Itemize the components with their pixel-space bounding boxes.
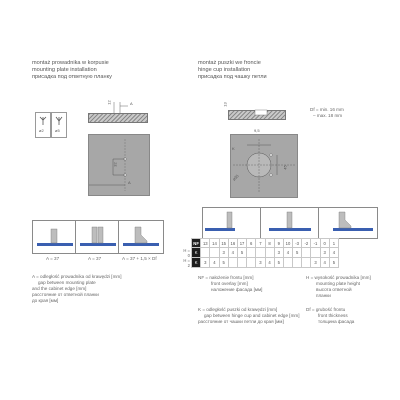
h2-cell: [247, 258, 256, 268]
drill-legend-5: [51, 112, 67, 138]
hinge-diagram-1: [202, 207, 262, 239]
h2-cell: 4: [265, 258, 274, 268]
h2-cell: 4: [210, 258, 219, 268]
nf-table: [180, 238, 339, 268]
left-title-ru: присадка под ответную планку: [32, 74, 112, 80]
k-header-h2: K: [192, 258, 201, 268]
note-h-en: mounting plate height: [316, 281, 360, 286]
note-nf-ru: наложение фасада [мм]: [211, 287, 263, 292]
note-h-pl: H = wysokość prowadnika [mm]: [306, 275, 371, 280]
dim-12-label: 12: [106, 100, 112, 105]
dim-a-label: A: [130, 101, 133, 106]
h2-cell: 5: [274, 258, 283, 268]
nf-cell: 14: [210, 239, 219, 248]
nf-cell: 6: [247, 239, 256, 248]
nf-cell: 13: [201, 239, 210, 248]
nf-cell: 15: [219, 239, 228, 248]
mount-2-drawing: [76, 221, 120, 253]
df-max: – max. 18 mm: [313, 113, 343, 118]
h0-cell: [201, 248, 210, 258]
nf-cell: 8: [265, 239, 274, 248]
legend-e5: ø5: [55, 128, 60, 133]
h2-cell: [302, 258, 311, 268]
dim-a2-label: A: [128, 180, 131, 185]
mount-diagram-1: [32, 220, 78, 254]
drill-legend-2: [35, 112, 51, 138]
note-h-ru-2: планки: [316, 293, 331, 298]
nf-cell: 9: [274, 239, 283, 248]
nf-cell: -1: [311, 239, 320, 248]
drilling-pattern: [89, 135, 149, 195]
note-h-ru-1: высота ответной: [316, 287, 352, 292]
note-k-en: gap between hinge cup and cabinet edge [mm]: [204, 313, 300, 318]
nf-cell: -2: [302, 239, 311, 248]
h0-cell: 5: [237, 248, 246, 258]
h0-cell: 4: [283, 248, 292, 258]
left-title-en: mounting plate installation: [32, 67, 97, 73]
nf-cell: 7: [256, 239, 265, 248]
k-header-h0: K: [192, 248, 201, 258]
formula-1: A = 37: [46, 256, 60, 261]
h0-cell: [247, 248, 256, 258]
mount-1-drawing: [33, 221, 77, 253]
mount-diagram-3: [118, 220, 164, 254]
note-nf-pl: NF = nałożenie frontu [mm]: [198, 275, 254, 280]
h2-cell: [228, 258, 237, 268]
formula-2: A = 37: [88, 256, 102, 261]
dim-35-label: ø35: [231, 173, 240, 182]
hinge-diagram-3: [318, 207, 378, 239]
h2-cell: [293, 258, 302, 268]
right-title-en: hinge cup installation: [198, 67, 251, 73]
h2-cell: 5: [219, 258, 228, 268]
h2-cell: 3: [311, 258, 320, 268]
nf-cell: -3: [293, 239, 302, 248]
h2-cell: 3: [201, 258, 210, 268]
h2-label: H = 2: [183, 257, 190, 268]
right-title-pl: montaż puszki we froncie: [198, 60, 261, 66]
note-df-en: front thickness: [318, 313, 348, 318]
h2-cell: [283, 258, 292, 268]
h0-cell: [265, 248, 274, 258]
left-title-pl: montaż prowadnika w korpusie: [32, 60, 109, 66]
h2-cell: 4: [320, 258, 329, 268]
h0-label: H = 0: [183, 247, 190, 258]
h0-cell: [302, 248, 311, 258]
h0-cell: 3: [320, 248, 329, 258]
dim-13-label: 13: [222, 102, 228, 107]
drill-2-icon: [36, 113, 50, 137]
note-a-en-1: gap between mounting plate: [38, 280, 96, 285]
note-df-ru: толщина фасада: [318, 319, 355, 324]
h2-row: [180, 258, 339, 268]
nf-cell: 17: [237, 239, 246, 248]
hinge-1-drawing: [203, 208, 261, 238]
legend-e2: ø2: [39, 128, 44, 133]
h0-cell: [256, 248, 265, 258]
dim-45-label: 45: [282, 165, 288, 170]
h2-cell: 5: [329, 258, 338, 268]
mount-diagram-2: [75, 220, 121, 254]
hinge-3-drawing: [319, 208, 377, 238]
h0-cell: 4: [329, 248, 338, 258]
cup-section: [252, 108, 272, 120]
panel-section-left: [88, 113, 148, 123]
note-df-pl: Df = grubość frontu: [306, 307, 346, 312]
h0-cell: 5: [293, 248, 302, 258]
panel-drilling-left: [88, 134, 150, 196]
h0-cell: [311, 248, 320, 258]
h0-cell: 3: [219, 248, 228, 258]
nf-cell: 10: [283, 239, 292, 248]
nf-cell: 1: [329, 239, 338, 248]
hinge-2-drawing: [261, 208, 319, 238]
note-a-pl: A = odległość prowadnika od krawędzi [mm]: [32, 274, 122, 279]
note-a-ru-1: расстояние от ответной планки: [32, 292, 99, 297]
mount-3-drawing: [119, 221, 163, 253]
h0-cell: 4: [228, 248, 237, 258]
note-k-pl: K = odległość puszki od krawędzi [mm]: [198, 307, 278, 312]
dim-k-label: K: [232, 146, 235, 151]
right-title-ru: присадка под чашку петли: [198, 74, 267, 80]
hinge-diagram-2: [260, 207, 320, 239]
h0-cell: 3: [274, 248, 283, 258]
nf-header: NF: [193, 240, 199, 246]
note-a-en-2: and the cabinet edge [mm]: [32, 286, 87, 291]
h2-cell: [237, 258, 246, 268]
h0-row: [180, 248, 339, 258]
note-a-ru-2: до края [мм]: [32, 298, 59, 303]
nf-cell: 16: [228, 239, 237, 248]
dim-32-label: 32: [112, 162, 118, 167]
formula-3: A = 37 + 1,5 × Df: [122, 256, 157, 261]
dim-95-label: 9,5: [254, 128, 260, 133]
nf-cell: 0: [320, 239, 329, 248]
note-nf-en: front overlay [mm]: [211, 281, 248, 286]
h2-cell: 3: [256, 258, 265, 268]
note-k-ru: расстояние от чашки петли до края [мм]: [198, 319, 284, 324]
drill-5-icon: [52, 113, 66, 137]
h0-cell: [210, 248, 219, 258]
df-min: Df = min. 16 mm: [310, 107, 344, 112]
nf-row: [180, 239, 339, 248]
panel-drilling-right: [230, 134, 298, 198]
